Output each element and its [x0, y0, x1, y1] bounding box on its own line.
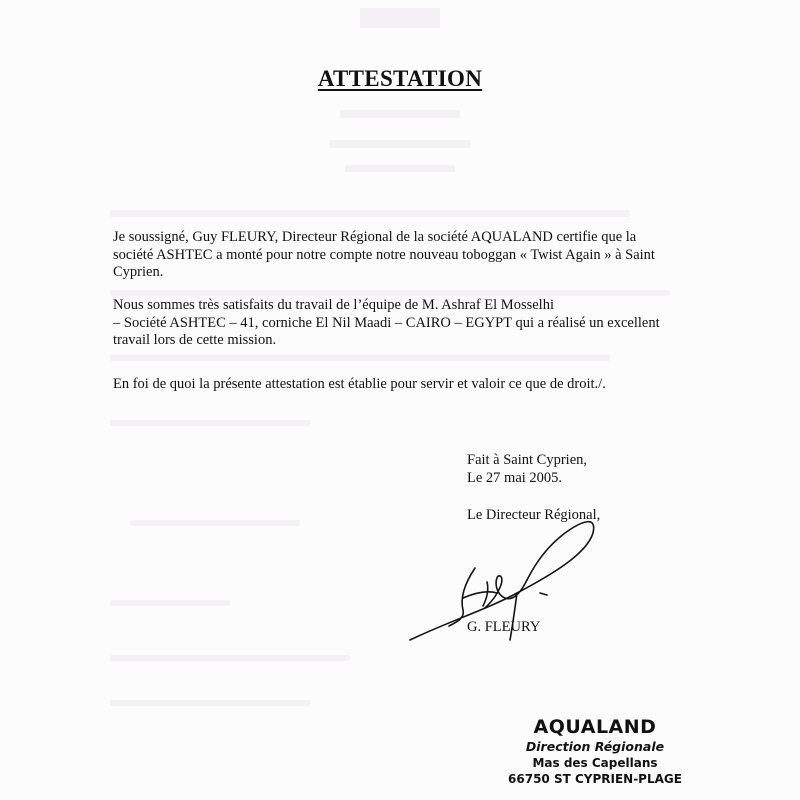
stamp-address-line1: Mas des Capellans	[532, 756, 658, 770]
stamp-address-line2: 66750 ST CYPRIEN-PLAGE	[508, 772, 682, 786]
text-line: En foi de quoi la présente attestation est établie pour servir et valoir ce que de droit./.	[113, 376, 606, 392]
place-text: Fait à Saint Cyprien,	[467, 452, 588, 468]
text-line: société ASHTEC a monté pour notre compte notre nouveau toboggan « Twist Again » à Saint	[113, 246, 655, 263]
date-text: Le 27 mai 2005.	[467, 469, 563, 486]
paragraph-satisfaction	[113, 297, 713, 350]
text-line: Cyprien.	[113, 264, 164, 280]
signatory-role: Le Directeur Régional,	[467, 507, 601, 523]
stamp-department: Direction Régionale	[525, 739, 665, 754]
text-line: travail lors de cette mission.	[113, 332, 277, 348]
stamp-company-name: AQUALAND	[533, 716, 657, 738]
text-line: – Société ASHTEC – 41, corniche El Nil Maadi – CAIRO – EGYPT qui a réalisé un excellent	[113, 314, 660, 331]
paragraph-closing-statement	[113, 376, 713, 394]
text-line: Nous sommes très satisfaits du travail de l’équipe de M. Ashraf El Mosselhi	[113, 297, 554, 313]
place-and-date	[467, 452, 587, 487]
text-line: Je soussigné, Guy FLEURY, Directeur Régional de la société AQUALAND certifie que la	[113, 229, 637, 245]
company-stamp	[490, 716, 700, 787]
paragraph-certification	[113, 229, 713, 282]
document-title: ATTESTATION	[317, 66, 483, 91]
signatory-name: G. FLEURY	[467, 619, 541, 635]
